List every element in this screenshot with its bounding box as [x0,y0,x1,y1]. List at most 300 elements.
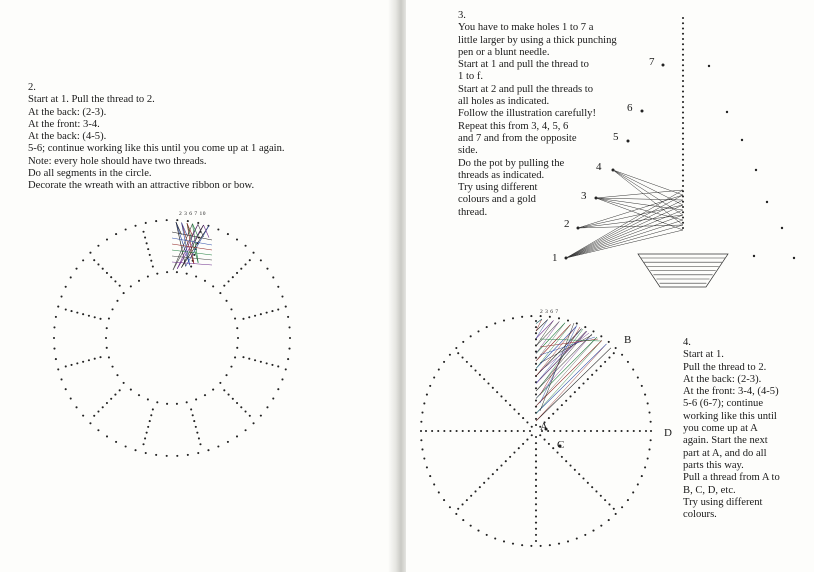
instruction-line: At the back: (4-5). [28,131,107,143]
hole-dot [89,422,91,424]
hole-dot [650,439,652,441]
hole-label-1: 1 [552,252,558,264]
hole-dot [166,271,168,273]
hole-dot [466,499,468,501]
hole-dot [486,534,488,536]
hole-dot [193,254,195,256]
hole-dot [248,358,250,360]
hole-dot [492,387,494,389]
hole-dot [119,285,121,287]
hole-dot [511,430,513,432]
hole-dot [108,356,110,358]
hole-dot [198,437,200,439]
hole-dot [647,402,649,404]
hole-dot [212,285,214,287]
hole-dot [114,280,116,282]
hole-dot [608,519,610,521]
hole-dot [245,429,247,431]
hole-dot [587,482,589,484]
hole-dot [682,38,684,40]
hole-dot [486,430,488,432]
hole-dot [260,313,262,315]
hole-dot [242,318,244,320]
hole-dot [466,361,468,363]
hole-dot [615,513,617,515]
hole-dot [145,452,147,454]
hole-dot [565,460,567,462]
hole-dot [76,312,78,314]
hole-dot [102,268,104,270]
hole-dot [197,452,199,454]
hole-dot [228,394,230,396]
hole-dot [621,506,623,508]
hole-dot [147,248,149,250]
hole-dot [600,335,602,337]
hole-dot [548,443,550,445]
hole-dot [682,216,684,218]
hole-dot [682,96,684,98]
hole-dot [682,90,684,92]
hole-dot [682,143,684,145]
hole-dot [650,430,652,432]
hole-dot [449,430,451,432]
hole-dot [82,313,84,315]
hole-dot [125,228,127,230]
hole-dot [503,540,505,542]
hole-dot [236,238,238,240]
hole-dot [266,312,268,314]
hole-dot [152,408,154,410]
hole-dot [600,525,602,527]
hole-dot [97,263,99,265]
hole-dot [237,337,239,339]
thread-line [540,327,580,395]
hole-dot [682,33,684,35]
thread-line [536,348,611,421]
instruction-line: you come up at A [683,423,758,435]
hole-dot [227,441,229,443]
instruction-line: 5-6 (6-7); continue [683,398,764,410]
hole-dot [236,402,238,404]
hole-dot [682,17,684,19]
thread-line [596,198,683,230]
hole-dot [498,430,500,432]
hole-dot [648,412,650,414]
hole-dot [535,509,537,511]
hole-dot [572,430,574,432]
hole-dot [600,495,602,497]
hole-dot [65,286,67,288]
hole-dot [94,316,96,318]
hole-dot [548,417,550,419]
thread-line [613,170,683,195]
hole-dot [604,361,606,363]
hole-dot [505,460,507,462]
hole-dot [726,111,728,113]
hole-dot [115,233,117,235]
hole-dot [682,69,684,71]
hole-dot [741,139,743,141]
hole-dot [662,64,665,67]
hole-dot [641,385,643,387]
hole-dot [82,259,84,261]
hole-dot [285,368,287,370]
instruction-line: threads as indicated. [458,169,545,181]
wreath-diagram [0,0,398,572]
hole-dot [266,406,268,408]
hole-dot [97,410,99,412]
hole-dot [526,421,528,423]
hole-dot [512,543,514,545]
hole-dot [474,430,476,432]
hole-dot [449,506,451,508]
hole-dot [240,268,242,270]
wreath-hole-numbers: 2 3 6 7 10 [179,211,206,217]
instruction-line: 5-6; continue working like this until you come up at 1 again. [28,143,285,155]
hole-dot [633,430,635,432]
hole-dot [228,280,230,282]
hole-dot [682,227,684,229]
hole-dot [578,430,580,432]
hole-dot [187,454,189,456]
instruction-line: Note: every hole should have two threads. [28,155,207,167]
hole-dot [252,422,254,424]
hole-dot [682,75,684,77]
hole-dot [461,503,463,505]
thread-line [536,320,554,338]
hole-dot [186,401,188,403]
hole-dot [535,485,537,487]
hole-dot [574,469,576,471]
hole-dot [457,508,459,510]
step-4-number: 4. [683,337,691,348]
hole-dot [535,326,537,328]
hole-dot [474,369,476,371]
hole-dot [682,48,684,50]
thread-line [613,170,683,205]
hole-dot [166,219,168,221]
instruction-line: Try using different [683,496,763,508]
point-label-d: D [664,427,672,439]
hole-dot [114,394,116,396]
hole-dot [437,430,439,432]
hole-dot [632,491,634,493]
hole-dot [565,400,567,402]
hole-dot [578,387,580,389]
hole-dot [70,397,72,399]
hole-dot [420,439,422,441]
instruction-line: You have to make holes 1 to 7 a [458,22,594,34]
hole-dot [225,300,227,302]
hole-dot [708,65,710,67]
hole-dot [494,322,496,324]
hole-dot [521,316,523,318]
hole-dot [487,477,489,479]
hole-dot [521,544,523,546]
hole-dot [149,420,151,422]
hole-dot [106,272,108,274]
hole-dot [166,403,168,405]
hole-dot [93,415,95,417]
hole-dot [234,356,236,358]
hole-dot [535,357,537,359]
hole-dot [647,457,649,459]
hole-dot [230,366,232,368]
hole-dot [535,467,537,469]
hole-dot [596,430,598,432]
hole-dot [144,236,146,238]
point-label-a: A [540,421,548,433]
hole-dot [245,245,247,247]
hole-dot [531,426,533,428]
hole-dot [187,220,189,222]
hole-dot [111,308,113,310]
hole-dot [138,280,140,282]
hole-dot [240,406,242,408]
hole-dot [431,430,433,432]
hole-dot [682,222,684,224]
hole-dot [88,315,90,317]
hole-dot [53,348,55,350]
hole-dot [535,418,537,420]
instruction-line: B, C, D, etc. [683,484,736,496]
hole-dot [285,306,287,308]
hole-dot [584,430,586,432]
hole-dot [234,317,236,319]
hole-dot [130,285,132,287]
hole-dot [637,483,639,485]
hole-dot [252,252,254,254]
hole-dot [138,394,140,396]
hole-dot [195,426,197,428]
hole-dot [277,388,279,390]
hole-dot [513,451,515,453]
hole-dot [217,228,219,230]
hole-dot [535,320,537,322]
hole-dot [65,308,67,310]
hole-dot [682,122,684,124]
hole-dot [236,272,238,274]
hole-dot [176,271,178,273]
hole-dot [266,362,268,364]
hole-dot [223,285,225,287]
hole-dot [57,306,59,308]
hole-dot [53,326,55,328]
hole-dot [156,273,158,275]
instruction-line: Try using different [458,182,538,194]
hole-dot [530,545,532,547]
hole-dot [492,430,494,432]
hole-dot [468,430,470,432]
hole-dot [535,363,537,365]
hole-dot [582,382,584,384]
hole-dot [595,490,597,492]
hole-dot [236,327,238,329]
instruction-line: Start at 1. Pull the thread to 2. [28,94,155,106]
hole-dot [639,430,641,432]
hole-dot [613,508,615,510]
hole-dot [99,318,101,320]
thread-line [566,225,683,258]
hole-dot [753,255,755,257]
hole-dot [505,400,507,402]
hole-dot [106,238,108,240]
hole-dot [615,347,617,349]
hole-dot [144,437,146,439]
hole-dot [230,308,232,310]
hole-dot [682,153,684,155]
hole-dot [682,174,684,176]
hole-dot [82,361,84,363]
hole-dot [492,473,494,475]
instruction-line: At the front: 3-4, (4-5) [683,386,779,398]
hole-dot [106,435,108,437]
hole-dot [578,473,580,475]
hole-dot [449,354,451,356]
hole-label-4: 4 [596,161,602,173]
hole-dot [637,377,639,379]
hole-dot [254,359,256,361]
hole-dot [97,429,99,431]
hole-dot [587,378,589,380]
hole-dot [608,503,610,505]
hole-dot [479,486,481,488]
hole-dot [682,159,684,161]
hole-dot [426,466,428,468]
hole-dot [207,449,209,451]
hole-dot [561,456,563,458]
hole-dot [682,206,684,208]
hole-dot [565,430,567,432]
step-3-number: 3. [458,10,466,21]
hole-dot [535,387,537,389]
hole-dot [130,389,132,391]
hole-dot [602,430,604,432]
hole-dot [217,445,219,447]
hole-dot [648,448,650,450]
hole-dot [236,347,238,349]
hole-dot [289,337,291,339]
hole-dot [526,439,528,441]
hole-label-6: 6 [627,102,633,114]
hole-dot [420,430,422,432]
hole-dot [423,457,425,459]
hole-dot [561,404,563,406]
hole-dot [244,263,246,265]
hole-dot [535,473,537,475]
hole-dot [558,317,560,319]
hole-dot [53,337,55,339]
instruction-line: At the back: (2-3). [28,106,107,118]
hole-dot [429,385,431,387]
hole-dot [591,374,593,376]
hole-dot [535,515,537,517]
hole-dot [199,443,201,445]
step-2-number: 2. [28,82,36,93]
hole-dot [277,308,279,310]
hole-dot [443,499,445,501]
hole-dot [682,106,684,108]
hole-dot [97,245,99,247]
hole-dot [567,540,569,542]
instruction-line: Pull the thread to 2. [683,361,767,373]
hole-dot [474,490,476,492]
hole-dot [249,415,251,417]
hole-dot [102,406,104,408]
hole-dot [232,276,234,278]
hole-dot [552,413,554,415]
hole-dot [592,530,594,532]
hole-dot [443,430,445,432]
hole-dot [535,399,537,401]
instruction-line: working like this until [683,410,777,422]
hole-label-5: 5 [613,131,619,143]
hole-dot [106,402,108,404]
hole-dot [219,382,221,384]
hole-dot [57,368,59,370]
thread-line [578,225,683,228]
hole-dot [582,477,584,479]
instruction-line: colours. [683,509,717,521]
hole-dot [518,413,520,415]
hole-dot [608,341,610,343]
instruction-line: all holes as indicated. [458,96,550,108]
hole-dot [242,356,244,358]
hole-dot [535,460,537,462]
hole-dot [110,276,112,278]
hole-dot [266,268,268,270]
hole-dot [244,410,246,412]
hole-dot [504,430,506,432]
instruction-line: thread. [458,206,488,218]
hole-dot [592,330,594,332]
hole-dot [682,132,684,134]
hole-dot [535,540,537,542]
hole-dot [539,434,541,436]
thread-line [596,190,683,198]
hole-dot [682,22,684,24]
hole-dot [470,335,472,337]
hole-dot [496,391,498,393]
hole-dot [134,225,136,227]
hole-dot [590,430,592,432]
hole-dot [552,447,554,449]
hole-dot [535,534,537,536]
hole-dot [106,327,108,329]
hole-dot [558,543,560,545]
hole-dot [641,110,644,113]
hole-dot [540,545,542,547]
hole-dot [193,420,195,422]
instruction-line: Follow the illustration carefully! [458,108,596,120]
hole-dot [70,364,72,366]
hole-dot [682,180,684,182]
hole-dot [227,233,229,235]
hole-dot [535,448,537,450]
hole-dot [553,430,555,432]
hole-dot [197,222,199,224]
hole-dot [483,378,485,380]
hole-dot [559,430,561,432]
hole-dot [766,201,768,203]
hole-dot [455,513,457,515]
hole-dot [145,222,147,224]
hole-dot [60,378,62,380]
hole-dot [271,364,273,366]
hole-dot [146,242,148,244]
hole-dot [544,439,546,441]
hole-dot [150,260,152,262]
